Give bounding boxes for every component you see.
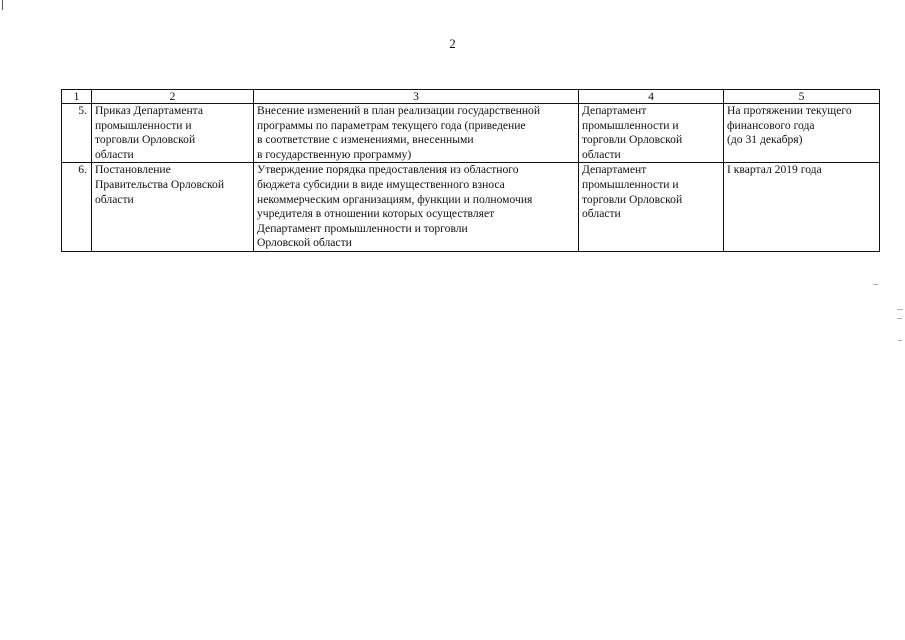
column-header-1: 1 [62,90,92,104]
content-cell: Утверждение порядка предоставления из областного бюджета субсидии в виде имущественного взноса некоммерческим организациям, функции и полномочия учредителя в отношении которых осуществляет Департамент промышленности и торговли Орловской области [254,163,579,252]
table-header-row [62,90,880,104]
deadline-cell: I квартал 2019 года [724,163,880,252]
content-cell: Внесение изменений в план реализации государственной программы по параметрам текущего года (приведение в соответствие с изменениями, внесенными в государственную программу) [254,104,579,163]
executor-cell: Департамент промышленности и торговли Орловской области [579,163,724,252]
document-type-cell: Приказ Департамента промышленности и торговли Орловской области [92,104,254,163]
scan-artifact [898,340,902,341]
scan-artifact [897,318,902,319]
column-header-2: 2 [92,90,254,104]
row-number: 5. [62,104,92,163]
document-type-cell: Постановление Правительства Орловской области [92,163,254,252]
scan-artifact [873,284,878,285]
table-row [62,104,880,163]
table-row [62,163,880,252]
deadline-cell: На протяжении текущего финансового года (до 31 декабря) [724,104,880,163]
scan-artifact [897,309,903,310]
column-header-5: 5 [724,90,880,104]
column-header-4: 4 [579,90,724,104]
page-number: 2 [449,36,456,51]
row-number: 6. [62,163,92,252]
scan-corner-mark [2,0,3,10]
plan-table [61,89,880,252]
executor-cell: Департамент промышленности и торговли Орловской области [579,104,724,163]
column-header-3: 3 [254,90,579,104]
